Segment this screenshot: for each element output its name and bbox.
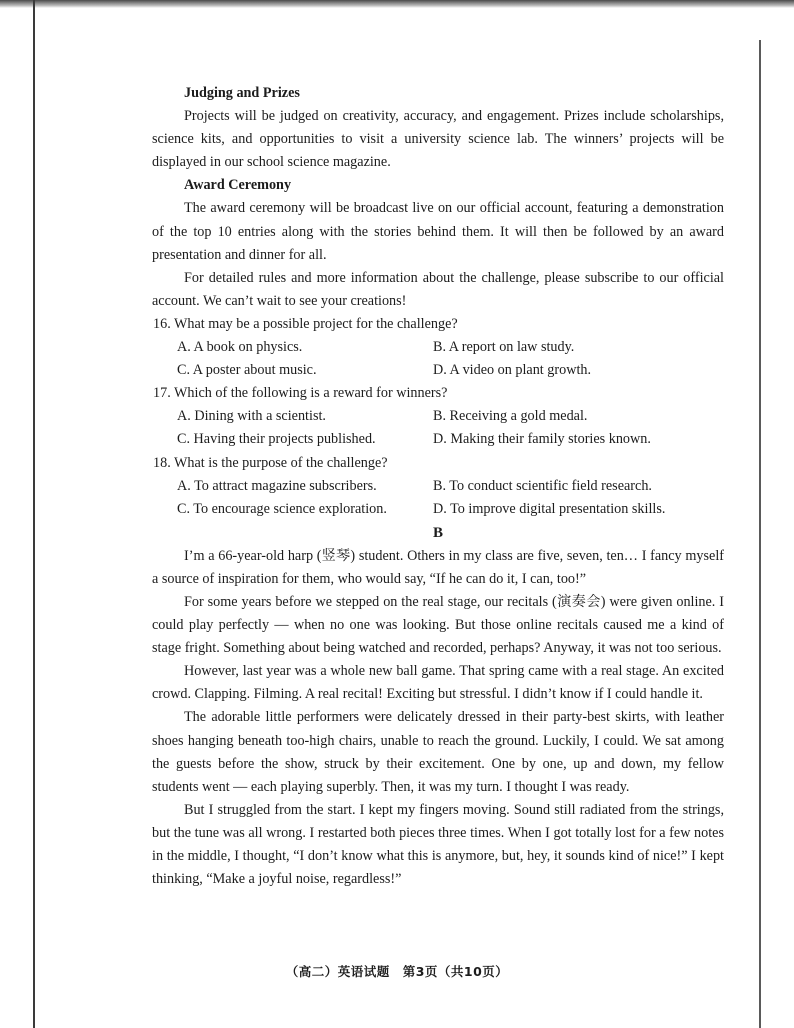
option-b: B. A report on law study. (433, 339, 575, 356)
ceremony-paragraph: The award ceremony will be broadcast live on our official account, featuring a demonstration of the top 10 entries along with the stories behind them. It will then be followed by an award presentation and dinner for all. (152, 200, 724, 263)
option-d: D. To improve digital presentation skills. (433, 500, 666, 517)
scan-top-edge (0, 0, 794, 8)
option-a: A. To attract magazine subscribers. (177, 477, 377, 494)
options-grid (152, 405, 724, 451)
passage-paragraph-1: I’m a 66-year-old harp (竖琴) student. Others in my class are five, seven, ten… I fancy myself a source of inspiration for them, who would say, “If he can do it, I can, too!” (152, 547, 724, 587)
scan-left-edge (33, 0, 35, 1028)
passage-paragraph-3: However, last year was a whole new ball game. That spring came with a real stage. An excited crowd. Clapping. Filming. A real recital! Exciting but stressful. I didn’t know if I could handle it. (152, 663, 724, 703)
page-footer: （高二）英语试题 第3页（共10页） (285, 964, 509, 979)
section-b-label: B (432, 524, 443, 541)
passage-paragraph-5: But I struggled from the start. I kept my fingers moving. Sound still radiated from the strings, but the tune was all wrong. I restarted both pieces three times. When I got totally lost for a few notes in the middle, I thought, “I don’t know what this is anymore, but, hey, it sounds kind of nice!” I kept thinking, “Make a joyful noise, regardless!” (152, 801, 724, 888)
judging-heading: Judging and Prizes (184, 85, 300, 101)
question-16 (152, 313, 724, 382)
question-stem: 18. What is the purpose of the challenge? (153, 454, 388, 471)
passage-paragraph-4: The adorable little performers were delicately dressed in their party-best skirts, with leather shoes hanging beneath too-high chairs, unable to reach the ground. Luckily, I could. We sat among the guests before the show, struck by their excitement. One by one, up and down, my fellow students went — each playing superbly. Then, it was my turn. I thought I was ready. (152, 709, 724, 795)
question-17 (152, 382, 724, 451)
judging-paragraph: Projects will be judged on creativity, accuracy, and engagement. Prizes include scholarships, science kits, and opportunities to visit a university science lab. The winners’ projects will be displayed in our school science magazine. (152, 108, 724, 171)
option-a: A. Dining with a scientist. (177, 408, 326, 425)
exam-page (152, 82, 724, 891)
option-c: C. Having their projects published. (177, 431, 376, 448)
passage-paragraph-2: For some years before we stepped on the real stage, our recitals (演奏会) were given online. I could play perfectly — when no one was looking. But those online recitals caused me a kind of stage fright. Something about being watched and recorded, perhaps? Anyway, it was not too serious. (152, 593, 724, 657)
options-grid (152, 336, 724, 382)
option-c: C. A poster about music. (177, 362, 317, 379)
option-d: D. Making their family stories known. (433, 431, 651, 448)
question-18 (152, 452, 724, 521)
option-b: B. To conduct scientific field research. (433, 477, 652, 494)
option-c: C. To encourage science exploration. (177, 500, 387, 517)
closing-paragraph: For detailed rules and more information about the challenge, please subscribe to our official account. We can’t wait to see your creations! (152, 269, 724, 309)
option-d: D. A video on plant growth. (433, 362, 592, 379)
scan-right-edge (759, 40, 761, 1028)
option-b: B. Receiving a gold medal. (433, 408, 588, 425)
question-stem: 16. What may be a possible project for the challenge? (153, 315, 458, 332)
ceremony-heading: Award Ceremony (184, 177, 292, 194)
question-stem: 17. Which of the following is a reward for winners? (153, 385, 448, 402)
option-a: A. A book on physics. (177, 339, 303, 356)
options-grid (152, 475, 724, 521)
